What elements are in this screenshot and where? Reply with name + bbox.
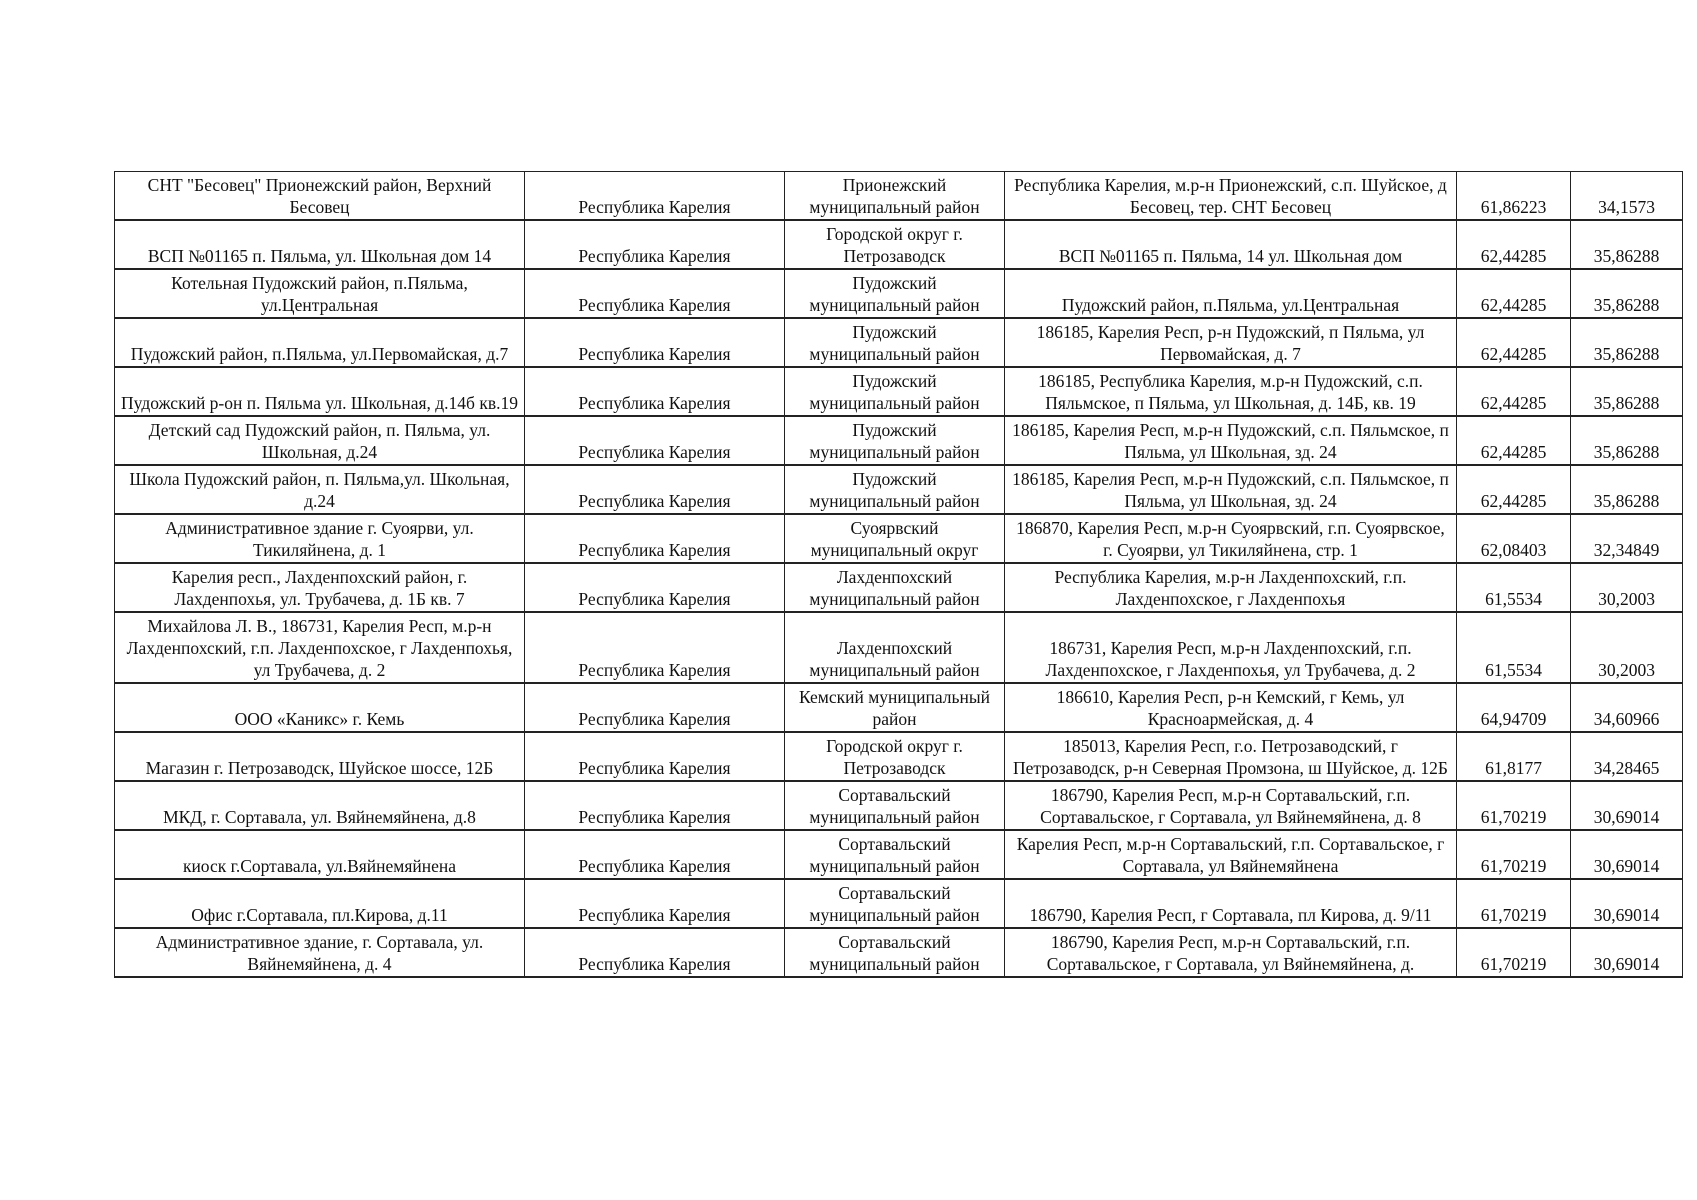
longitude-cell: 35,86288 <box>1571 416 1683 465</box>
address-cell: Республика Карелия, м.р-н Прионежский, с.п. Шуйское, д Бесовец, тер. СНТ Бесовец <box>1005 172 1457 221</box>
address-cell: 186790, Карелия Респ, м.р-н Сортавальский, г.п. Сортавальское, г Сортавала, ул Вяйнемяйнена, д. <box>1005 928 1457 977</box>
object-name-cell: ВСП №01165 п. Пяльма, ул. Школьная дом 14 <box>115 220 525 269</box>
municipality-cell: Сортавальский муниципальный район <box>785 830 1005 879</box>
latitude-cell: 62,44285 <box>1457 318 1571 367</box>
latitude-cell: 62,44285 <box>1457 220 1571 269</box>
address-cell: 186610, Карелия Респ, р-н Кемский, г Кемь, ул Красноармейская, д. 4 <box>1005 683 1457 732</box>
address-cell: 186185, Карелия Респ, м.р-н Пудожский, с.п. Пяльмское, п Пяльма, ул Школьная, зд. 24 <box>1005 416 1457 465</box>
region-cell: Республика Карелия <box>525 928 785 977</box>
address-cell: 186185, Карелия Респ, р-н Пудожский, п Пяльма, ул Первомайская, д. 7 <box>1005 318 1457 367</box>
municipality-cell: Пудожский муниципальный район <box>785 269 1005 318</box>
region-cell: Республика Карелия <box>525 781 785 830</box>
address-cell: 186870, Карелия Респ, м.р-н Суоярвский, г.п. Суоярвское, г. Суоярви, ул Тикиляйнена, стр. 1 <box>1005 514 1457 563</box>
address-cell: ВСП №01165 п. Пяльма, 14 ул. Школьная дом <box>1005 220 1457 269</box>
region-cell: Республика Карелия <box>525 683 785 732</box>
table-body <box>115 172 1683 978</box>
longitude-cell: 30,2003 <box>1571 563 1683 612</box>
table-row <box>115 732 1683 781</box>
municipality-cell: Городской округ г. Петрозаводск <box>785 732 1005 781</box>
longitude-cell: 34,1573 <box>1571 172 1683 221</box>
latitude-cell: 61,5534 <box>1457 563 1571 612</box>
table-row <box>115 928 1683 977</box>
latitude-cell: 62,44285 <box>1457 465 1571 514</box>
table-row <box>115 172 1683 221</box>
address-cell: 186731, Карелия Респ, м.р-н Лахденпохский, г.п. Лахденпохское, г Лахденпохья, ул Трубачева, д. 2 <box>1005 612 1457 683</box>
table-row <box>115 514 1683 563</box>
address-cell: Республика Карелия, м.р-н Лахденпохский, г.п. Лахденпохское, г Лахденпохья <box>1005 563 1457 612</box>
longitude-cell: 30,69014 <box>1571 879 1683 928</box>
object-name-cell: Административное здание г. Суоярви, ул. Тикиляйнена, д. 1 <box>115 514 525 563</box>
latitude-cell: 64,94709 <box>1457 683 1571 732</box>
municipality-cell: Лахденпохский муниципальный район <box>785 563 1005 612</box>
table-row <box>115 563 1683 612</box>
object-name-cell: Карелия респ., Лахденпохский район, г. Лахденпохья, ул. Трубачева, д. 1Б кв. 7 <box>115 563 525 612</box>
latitude-cell: 61,70219 <box>1457 830 1571 879</box>
object-name-cell: Школа Пудожский район, п. Пяльма,ул. Школьная, д.24 <box>115 465 525 514</box>
municipality-cell: Пудожский муниципальный район <box>785 416 1005 465</box>
region-cell: Республика Карелия <box>525 830 785 879</box>
region-cell: Республика Карелия <box>525 220 785 269</box>
latitude-cell: 62,44285 <box>1457 269 1571 318</box>
address-cell: 185013, Карелия Респ, г.о. Петрозаводский, г Петрозаводск, р-н Северная Промзона, ш Шуйское, д. 12Б <box>1005 732 1457 781</box>
municipality-cell: Кемский муниципальный район <box>785 683 1005 732</box>
longitude-cell: 35,86288 <box>1571 220 1683 269</box>
latitude-cell: 61,70219 <box>1457 781 1571 830</box>
longitude-cell: 35,86288 <box>1571 269 1683 318</box>
region-cell: Республика Карелия <box>525 879 785 928</box>
latitude-cell: 62,44285 <box>1457 416 1571 465</box>
object-name-cell: МКД, г. Сортавала, ул. Вяйнемяйнена, д.8 <box>115 781 525 830</box>
longitude-cell: 35,86288 <box>1571 367 1683 416</box>
municipality-cell: Пудожский муниципальный район <box>785 465 1005 514</box>
address-cell: 186185, Республика Карелия, м.р-н Пудожский, с.п. Пяльмское, п Пяльма, ул Школьная, д. 14Б, кв. 19 <box>1005 367 1457 416</box>
longitude-cell: 30,2003 <box>1571 612 1683 683</box>
region-cell: Республика Карелия <box>525 416 785 465</box>
table-row <box>115 781 1683 830</box>
table-row <box>115 683 1683 732</box>
longitude-cell: 34,60966 <box>1571 683 1683 732</box>
object-name-cell: Котельная Пудожский район, п.Пяльма, ул.Центральная <box>115 269 525 318</box>
municipality-cell: Пудожский муниципальный район <box>785 318 1005 367</box>
latitude-cell: 61,70219 <box>1457 928 1571 977</box>
address-table <box>114 171 1683 978</box>
table-row <box>115 269 1683 318</box>
object-name-cell: Пудожский район, п.Пяльма, ул.Первомайская, д.7 <box>115 318 525 367</box>
region-cell: Республика Карелия <box>525 563 785 612</box>
region-cell: Республика Карелия <box>525 269 785 318</box>
latitude-cell: 61,86223 <box>1457 172 1571 221</box>
table-row <box>115 318 1683 367</box>
latitude-cell: 61,8177 <box>1457 732 1571 781</box>
municipality-cell: Сортавальский муниципальный район <box>785 928 1005 977</box>
municipality-cell: Суоярвский муниципальный округ <box>785 514 1005 563</box>
object-name-cell: Магазин г. Петрозаводск, Шуйское шоссе, 12Б <box>115 732 525 781</box>
region-cell: Республика Карелия <box>525 318 785 367</box>
table-row <box>115 367 1683 416</box>
object-name-cell: ООО «Каникс» г. Кемь <box>115 683 525 732</box>
region-cell: Республика Карелия <box>525 367 785 416</box>
table-row <box>115 612 1683 683</box>
municipality-cell: Сортавальский муниципальный район <box>785 781 1005 830</box>
object-name-cell: Пудожский р-он п. Пяльма ул. Школьная, д.14б кв.19 <box>115 367 525 416</box>
longitude-cell: 35,86288 <box>1571 318 1683 367</box>
municipality-cell: Сортавальский муниципальный район <box>785 879 1005 928</box>
latitude-cell: 61,70219 <box>1457 879 1571 928</box>
municipality-cell: Лахденпохский муниципальный район <box>785 612 1005 683</box>
table-row <box>115 830 1683 879</box>
address-cell: 186185, Карелия Респ, м.р-н Пудожский, с.п. Пяльмское, п Пяльма, ул Школьная, зд. 24 <box>1005 465 1457 514</box>
object-name-cell: Михайлова Л. В., 186731, Карелия Респ, м.р-н Лахденпохский, г.п. Лахденпохское, г Лахденпохья, ул Трубачева, д. 2 <box>115 612 525 683</box>
municipality-cell: Городской округ г. Петрозаводск <box>785 220 1005 269</box>
longitude-cell: 30,69014 <box>1571 928 1683 977</box>
longitude-cell: 30,69014 <box>1571 781 1683 830</box>
region-cell: Республика Карелия <box>525 612 785 683</box>
latitude-cell: 61,5534 <box>1457 612 1571 683</box>
municipality-cell: Пудожский муниципальный район <box>785 367 1005 416</box>
region-cell: Республика Карелия <box>525 465 785 514</box>
longitude-cell: 30,69014 <box>1571 830 1683 879</box>
region-cell: Республика Карелия <box>525 514 785 563</box>
object-name-cell: Административное здание, г. Сортавала, ул. Вяйнемяйнена, д. 4 <box>115 928 525 977</box>
address-cell: Пудожский район, п.Пяльма, ул.Центральная <box>1005 269 1457 318</box>
address-cell: 186790, Карелия Респ, г Сортавала, пл Кирова, д. 9/11 <box>1005 879 1457 928</box>
region-cell: Республика Карелия <box>525 732 785 781</box>
table-row <box>115 879 1683 928</box>
latitude-cell: 62,44285 <box>1457 367 1571 416</box>
table-row <box>115 220 1683 269</box>
longitude-cell: 32,34849 <box>1571 514 1683 563</box>
object-name-cell: СНТ "Бесовец" Прионежский район, Верхний Бесовец <box>115 172 525 221</box>
object-name-cell: Детский сад Пудожский район, п. Пяльма, ул. Школьная, д.24 <box>115 416 525 465</box>
table-row <box>115 416 1683 465</box>
table-row <box>115 465 1683 514</box>
object-name-cell: Офис г.Сортавала, пл.Кирова, д.11 <box>115 879 525 928</box>
longitude-cell: 34,28465 <box>1571 732 1683 781</box>
municipality-cell: Прионежский муниципальный район <box>785 172 1005 221</box>
address-cell: 186790, Карелия Респ, м.р-н Сортавальский, г.п. Сортавальское, г Сортавала, ул Вяйнемяйнена, д. 8 <box>1005 781 1457 830</box>
address-cell: Карелия Респ, м.р-н Сортавальский, г.п. Сортавальское, г Сортавала, ул Вяйнемяйнена <box>1005 830 1457 879</box>
latitude-cell: 62,08403 <box>1457 514 1571 563</box>
longitude-cell: 35,86288 <box>1571 465 1683 514</box>
region-cell: Республика Карелия <box>525 172 785 221</box>
object-name-cell: киоск г.Сортавала, ул.Вяйнемяйнена <box>115 830 525 879</box>
